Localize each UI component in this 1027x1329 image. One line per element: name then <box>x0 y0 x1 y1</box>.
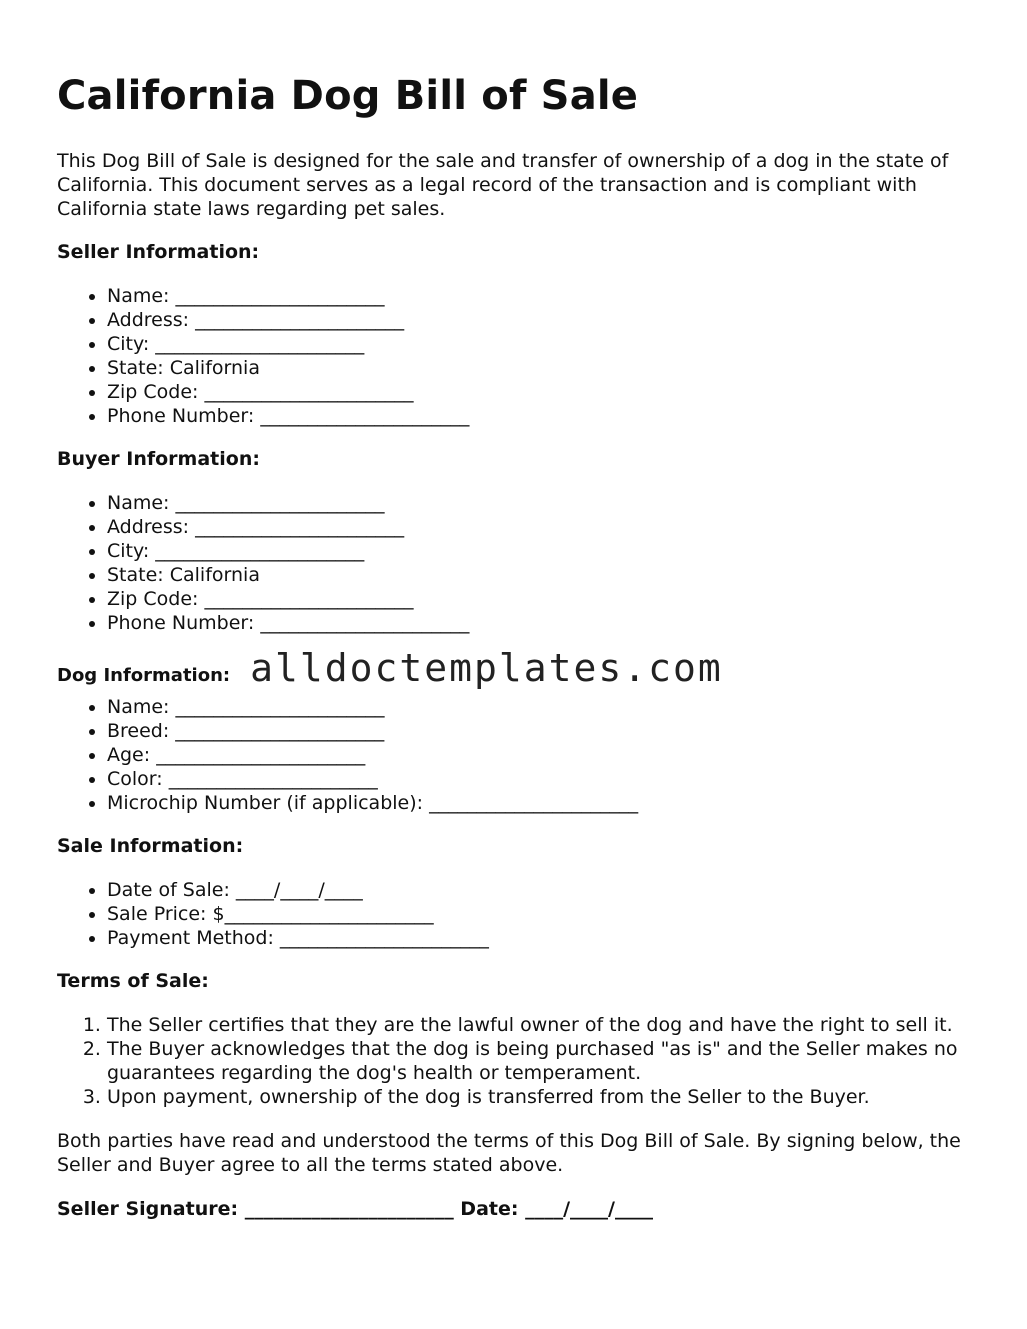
sale-date-field: • Date of Sale: ____/____/____ <box>107 878 977 902</box>
watermark: alldoctemplates.com <box>250 646 723 690</box>
seller-state-field: • State: California <box>107 356 977 380</box>
seller-heading: Seller Information: <box>57 241 260 263</box>
document-page <box>57 72 977 1221</box>
buyer-state-field: • State: California <box>107 563 977 587</box>
buyer-address-field: • Address: ______________________ <box>107 515 977 539</box>
buyer-zip-field: • Zip Code: ______________________ <box>107 587 977 611</box>
sale-heading: Sale Information: <box>57 835 244 857</box>
sale-fields <box>57 878 977 950</box>
payment-method-field: • Payment Method: ______________________ <box>107 926 977 950</box>
sale-price-field: • Sale Price: $______________________ <box>107 902 977 926</box>
terms-list <box>57 1013 977 1109</box>
dog-heading: Dog Information: <box>57 665 231 686</box>
dog-name-field: • Name: ______________________ <box>107 695 977 719</box>
seller-phone-field: • Phone Number: ______________________ <box>107 404 977 428</box>
seller-address-field: • Address: ______________________ <box>107 308 977 332</box>
intro-paragraph: This Dog Bill of Sale is designed for the sale and transfer of ownership of a dog in the state of California. This document serves as a legal record of the transaction and is compliant with California state laws regarding pet sales. <box>57 150 949 220</box>
buyer-city-field: • City: ______________________ <box>107 539 977 563</box>
seller-city-field: • City: ______________________ <box>107 332 977 356</box>
seller-zip-field: • Zip Code: ______________________ <box>107 380 977 404</box>
seller-fields <box>57 284 977 428</box>
document-title: California Dog Bill of Sale <box>57 73 639 119</box>
dog-heading-row <box>57 646 977 690</box>
dog-color-field: • Color: ______________________ <box>107 767 977 791</box>
buyer-heading: Buyer Information: <box>57 448 260 470</box>
term-item: 3. Upon payment, ownership of the dog is transferred from the Seller to the Buyer. <box>107 1085 977 1109</box>
seller-signature-line: Seller Signature: ______________________ Date: ____/____/____ <box>57 1198 653 1220</box>
term-item: 2. The Buyer acknowledges that the dog is being purchased "as is" and the Seller makes no guarantees regarding the dog's health or temperament. <box>107 1037 977 1085</box>
term-item: 1. The Seller certifies that they are the lawful owner of the dog and have the right to sell it. <box>107 1013 977 1037</box>
dog-microchip-field: • Microchip Number (if applicable): ______________________ <box>107 791 977 815</box>
seller-name-field: • Name: ______________________ <box>107 284 977 308</box>
terms-heading: Terms of Sale: <box>57 970 209 992</box>
buyer-fields <box>57 491 977 635</box>
dog-breed-field: • Breed: ______________________ <box>107 719 977 743</box>
closing-paragraph: Both parties have read and understood the terms of this Dog Bill of Sale. By signing below, the Seller and Buyer agree to all the terms stated above. <box>57 1130 961 1176</box>
buyer-name-field: • Name: ______________________ <box>107 491 977 515</box>
dog-fields <box>57 695 977 815</box>
buyer-phone-field: • Phone Number: ______________________ <box>107 611 977 635</box>
dog-age-field: • Age: ______________________ <box>107 743 977 767</box>
